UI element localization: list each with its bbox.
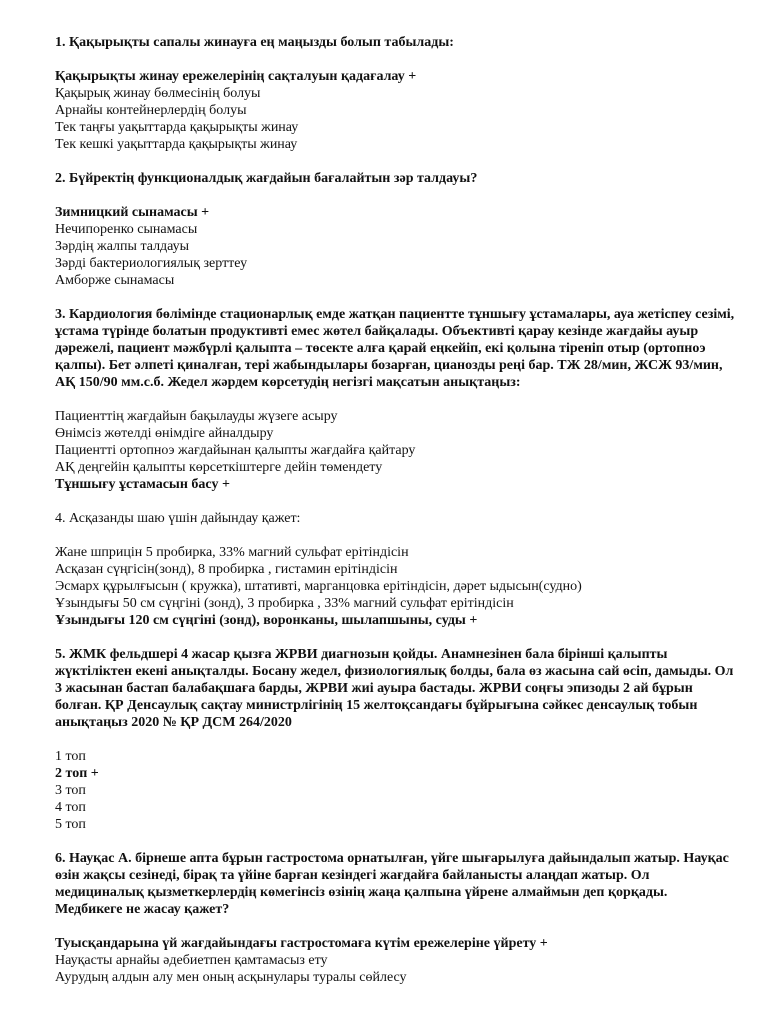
answer-option: 4 топ (55, 800, 86, 815)
question-stem: 5. ЖМК фельдшері 4 жасар қызға ЖРВИ диагнозын қойды. Анамнезінен бала бірінші қалыпты жүктіліктен екені анықталды. Босану жедел, физиологиялық болды, бала өз жасына сай өсіп, дамыды. Ол 3 жасынан бастап балабақшаға барды, ЖРВИ жиі ауыра бастады. ЖРВИ соңғы эпизоды 2 ай бұрын болған. ҚР Денсаулық сақтау министрлігінің 15 желтоқсандағы бұйрығына сәйкес денсаулық тобын анықтаңыз 2020 № ҚР ДСМ 264/2020 (55, 647, 734, 730)
spacer (55, 527, 735, 544)
answer-option: Пациентті ортопноэ жағдайынан қалыпты жағдайға қайтару (55, 443, 416, 458)
answer-option: Тек кешкі уақыттарда қақырықты жинау (55, 137, 298, 152)
answer-option-correct: Туысқандарына үй жағдайындағы гастростомаға күтім ережелеріне үйрету + (55, 936, 548, 951)
question-block (55, 170, 735, 306)
spacer (55, 833, 735, 850)
answer-option: 1 топ (55, 749, 86, 764)
spacer (55, 731, 735, 748)
answer-option-correct: Қақырықты жинау ережелерінің сақталуын қадағалау + (55, 69, 417, 84)
spacer (55, 289, 735, 306)
answer-option: Зәрді бактериологиялық зерттеу (55, 256, 248, 271)
question-stem: 6. Науқас А. бірнеше апта бұрын гастростома орнатылған, үйге шығарылуға дайындалып жатыр. Науқас өзін жақсы сезінеді, бірақ та үйіне барған кезіндегі жағдайға байланысты алаңдап жатыр. Ол медициналық қызметкерлердің көмегінсіз өзінің жаңа қалпына үйрене алмаймын деп қорқады. Медбикеге не жасау қажет? (55, 851, 729, 917)
answer-option-correct: Ұзындығы 120 см сүңгіні (зонд), воронканы, шылапшыны, суды + (55, 613, 478, 628)
spacer (55, 187, 735, 204)
answer-option: Жане шприцін 5 пробирка, 33% магний сульфат ерітіндісін (55, 545, 409, 560)
answer-option-correct: 2 топ + (55, 766, 99, 781)
question-stem: 4. Асқазанды шаю үшін дайындау қажет: (55, 511, 301, 526)
answer-option: Асқазан сүңгісін(зонд), 8 пробирка , гистамин ерітіндісін (55, 562, 398, 577)
answer-option: Пациенттің жағдайын бақылауды жүзеге асыру (55, 409, 338, 424)
answer-option: Тек таңғы уақыттарда қақырықты жинау (55, 120, 299, 135)
spacer (55, 493, 735, 510)
question-block (55, 646, 735, 850)
spacer (55, 629, 735, 646)
answer-option: Арнайы контейнерлердің болуы (55, 103, 247, 118)
answer-option: Аурудың алдын алу мен оның асқынулары туралы сөйлесу (55, 970, 407, 985)
answer-option: 3 топ (55, 783, 86, 798)
answer-option: Эсмарх құрылғысын ( кружка), штативті, марганцовка ерітіндісін, дәрет ыдысын(судно) (55, 579, 582, 594)
spacer (55, 918, 735, 935)
answer-option: Өнімсіз жөтелді өнімдіге айналдыру (55, 426, 274, 441)
answer-option: АҚ деңгейін қалыпты көрсеткіштерге дейін төмендету (55, 460, 383, 475)
question-block (55, 34, 735, 170)
spacer (55, 51, 735, 68)
answer-option: Нечипоренко сынамасы (55, 222, 198, 237)
answer-option: Амборже сынамасы (55, 273, 175, 288)
question-block (55, 306, 735, 510)
document-body (55, 34, 735, 986)
answer-option: 5 топ (55, 817, 86, 832)
answer-option: Зәрдің жалпы талдауы (55, 239, 190, 254)
answer-option: Науқасты арнайы әдебиетпен қамтамасыз ету (55, 953, 328, 968)
question-stem: 2. Бүйректің функционалдық жағдайын бағалайтын зәр талдауы? (55, 171, 478, 186)
answer-option-correct: Тұншығу ұстамасын басу + (55, 477, 230, 492)
answer-option: Ұзындығы 50 см сүңгіні (зонд), 3 пробирка , 33% магний сульфат ерітіндісін (55, 596, 514, 611)
question-block (55, 850, 735, 986)
question-stem: 1. Қақырықты сапалы жинауға ең маңызды болып табылады: (55, 35, 454, 50)
question-block (55, 510, 735, 646)
spacer (55, 153, 735, 170)
answer-option-correct: Зимницкий сынамасы + (55, 205, 210, 220)
answer-option: Қақырық жинау бөлмесінің болуы (55, 86, 261, 101)
spacer (55, 391, 735, 408)
question-stem: 3. Кардиология бөлімінде стационарлық емде жатқан пациентте тұншығу ұстамалары, ауа жетіспеу сезімі, ұстама түрінде болатын продуктивті емес жөтел байқалады. Объективті қарау кезінде жағдайы ауыр дәрежелі, пациент мәжбүрлі қалыпта – төсекте алға қарай еңкейіп, екі қолына тіреніп отыр (ортопноэ қалпы). Бет әлпеті қиналған, тері жабындылары бозарған, цианозды реңі бар. ТЖ 28/мин, ЖСЖ 93/мин, АҚ 150/90 мм.с.б. Жедел жәрдем көрсетудің негізгі мақсатын анықтаңыз: (55, 307, 735, 390)
